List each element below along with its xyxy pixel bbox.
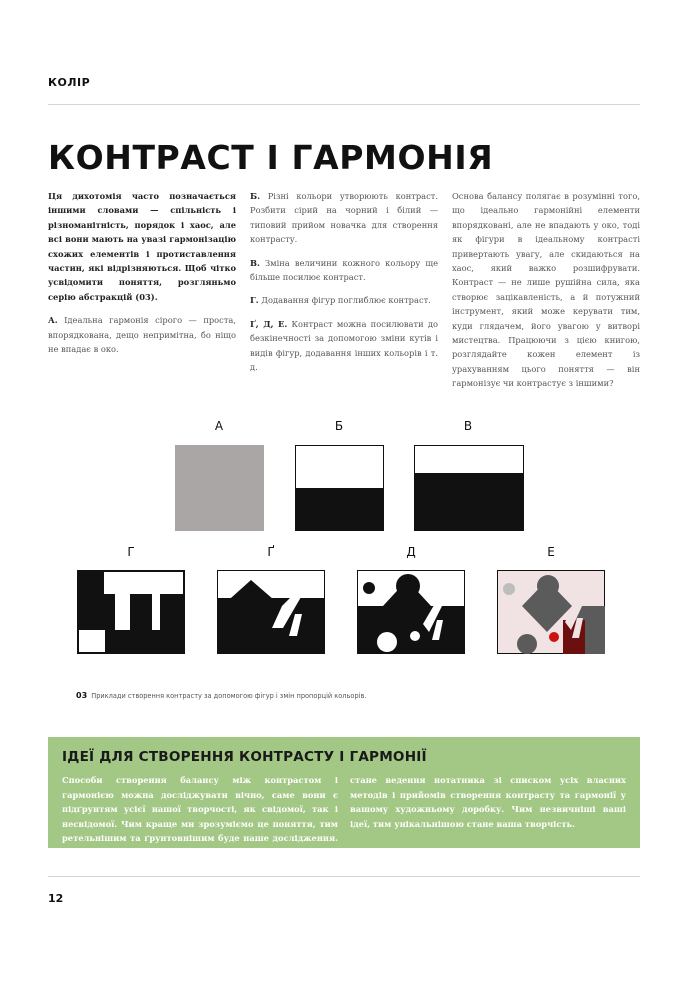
header-rule xyxy=(48,104,640,105)
fig-label-e: Е xyxy=(547,545,555,559)
fig-label-a: А xyxy=(214,419,224,433)
ideas-box xyxy=(48,737,640,858)
fig-label-b: Б xyxy=(334,419,344,433)
ideas-box-title: ІДЕЇ ДЛЯ СТВОРЕННЯ КОНТРАСТУ І ГАРМОНІЇ xyxy=(62,749,427,765)
paragraph-v: В. Зміна величини кожного кольору ще більше посилює контраст. xyxy=(250,257,438,283)
footer-rule xyxy=(48,876,640,877)
fig-label-h: Г xyxy=(127,545,135,559)
text-column-2 xyxy=(250,189,438,383)
ideas-box-left-text: Способи створення балансу між контрастом і гармонією можна досліджувати вічно, саме вони є підґрунтям усієї нашої творчості, як свідомої, так і несвідомої. Чим краще ми зрозуміємо це поняття, тим ретельнішим та ґрунтовнішим буде наше дослідження. Чудовою звичкою xyxy=(62,775,338,858)
abstraction-a xyxy=(175,445,264,531)
paragraph-h: Г. Додавання фігур поглиблює контраст. xyxy=(250,295,431,306)
fig-label-v: В xyxy=(463,419,473,433)
abstraction-e xyxy=(497,570,605,654)
abstraction-h xyxy=(77,570,185,654)
figure-ref: (03) xyxy=(135,291,155,302)
abstraction-b xyxy=(295,445,384,531)
paragraph-a: А. Ідеальна гармонія сірого — проста, впорядкована, дещо непримітна, бо ніщо не впадає в око. xyxy=(48,315,236,355)
abstraction-v xyxy=(414,445,524,531)
paragraph-balance: Основа балансу полягає в розумінні того, що ідеально гармонійні елементи впорядковані, але не впадають у око, тоді як фігури в ідеальному контрасті привертають увагу, але скидаються на хаос, який важко розшифрувати. Контраст — не лише рушійна сила, яка створює зацікавленість, а й потужний інструмент, який може керувати тим, куди глядачем, його увагою у витворі мистецтва. Працюючи з цією книгою, розглядайте кожен елемент із урахуванням цього поняття — він гармонізує чи контрастує з іншими? xyxy=(452,191,640,389)
paragraph-g: Ґ, Д, Е. Контраст можна посилювати до безкінечності за допомогою зміни кутів і видів фігур, додавання інших кольорів і т. д. xyxy=(250,318,438,373)
fig-label-g: Ґ xyxy=(267,545,275,559)
caption-text: Приклади створення контрасту за допомогою фігур і змін пропорцій кольорів. xyxy=(91,692,367,700)
abstraction-d xyxy=(357,570,465,654)
caption-number: 03 xyxy=(76,691,88,700)
figure-caption xyxy=(76,691,366,700)
page-title: КОНТРАСТ І ГАРМОНІЯ xyxy=(48,138,494,177)
text-column-1 xyxy=(48,189,236,365)
abstraction-g xyxy=(217,570,325,654)
section-label: КОЛІР xyxy=(48,76,91,89)
fig-label-d: Д xyxy=(406,545,416,559)
page-number: 12 xyxy=(48,892,64,905)
paragraph-b: Б. Різні кольори утворюють контраст. Розбити сірий на чорний і білий — типовий прийом новачка для створення контрасту. xyxy=(250,191,438,245)
text-column-3 xyxy=(452,189,640,400)
intro-paragraph: Ця дихотомія часто позначається іншими словами — спільність і різноманітність, порядок і хаос, але всі вони мають на увазі гармонізацію схожих елементів і протиставлення частин, які відрізняються. Щоб чітко усвідомити поняття, розгляньмо серію абстракцій (03). xyxy=(48,191,236,302)
ideas-box-right-text: стане ведення нотатника зі списком усіх власних методів і прийомів створення контрасту та гармонії у вашому художньому доробку. Чим незвичніші ваші ідеї, тим унікальнішою стане ваша творчість. xyxy=(350,775,626,829)
